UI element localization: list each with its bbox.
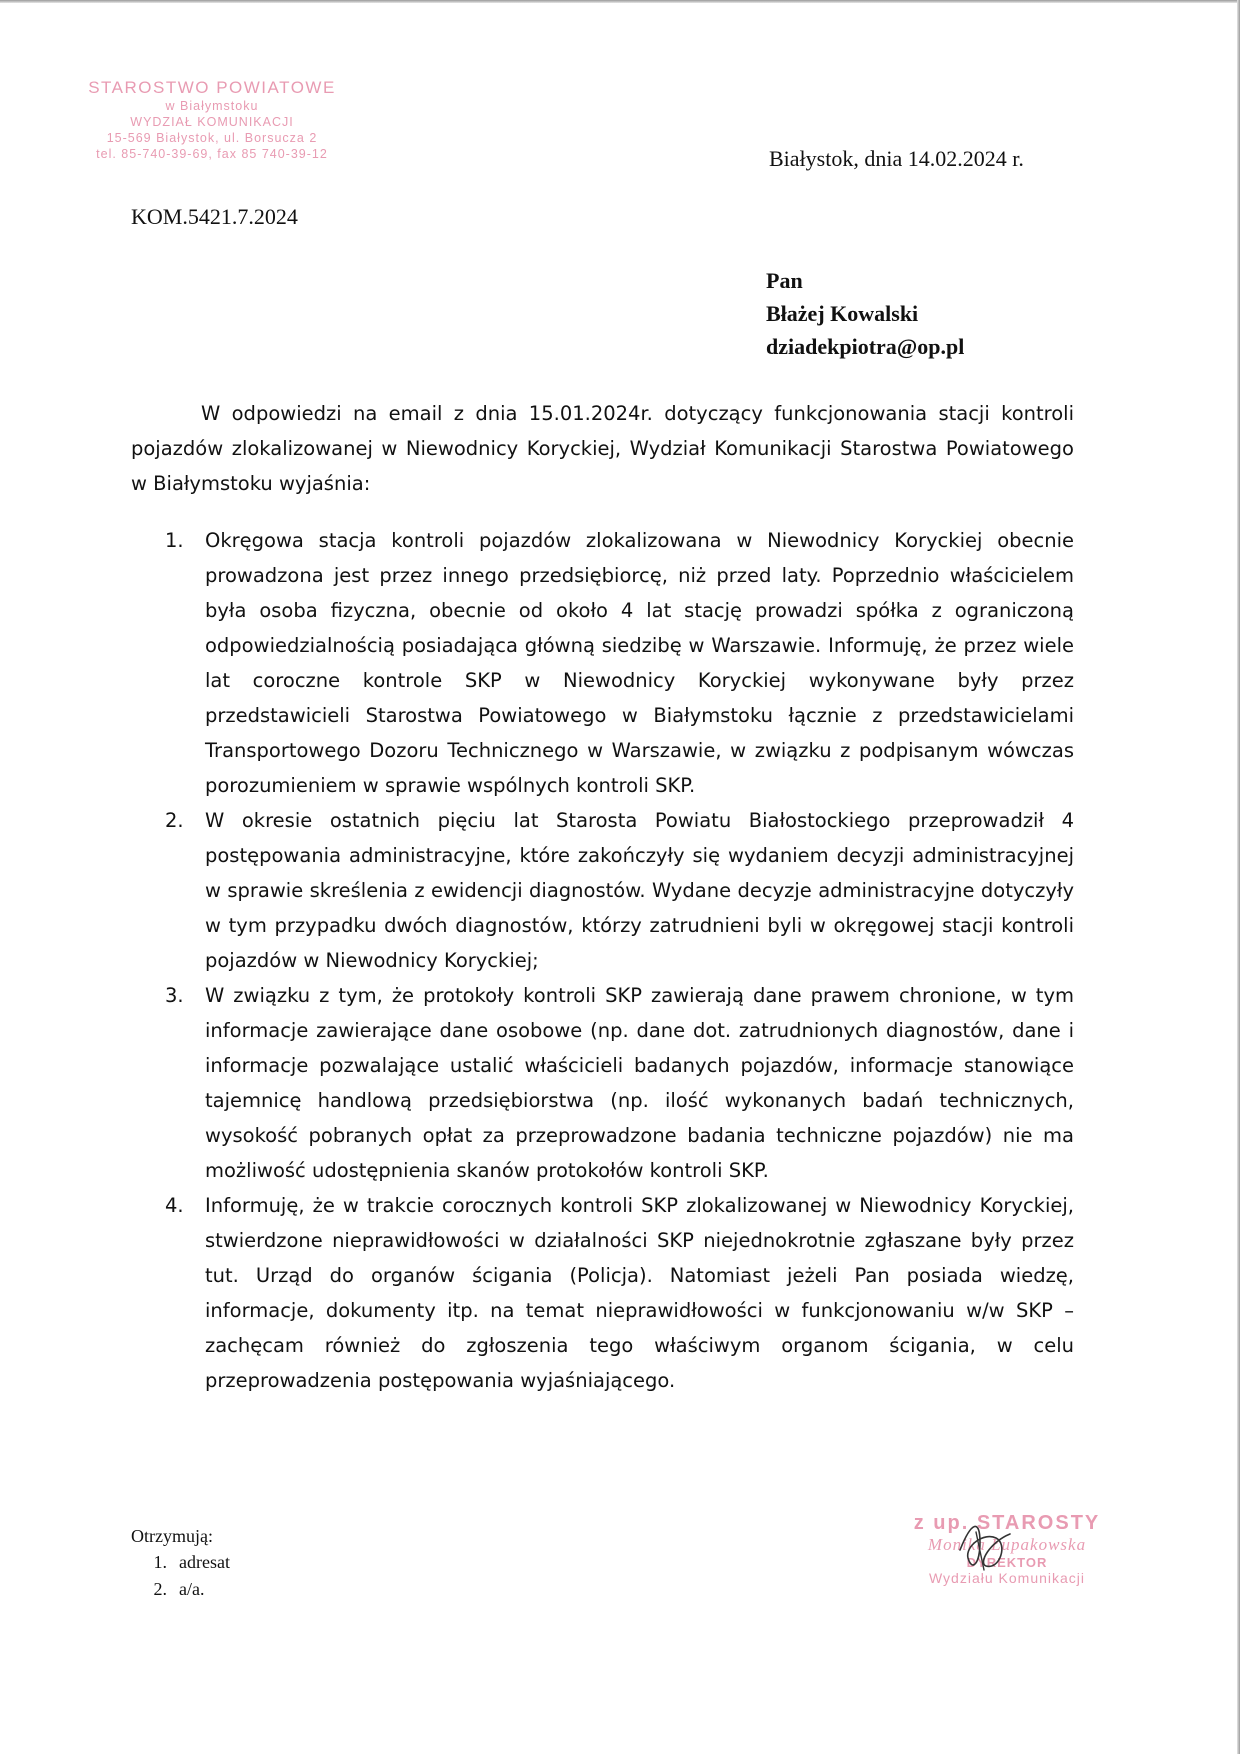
- signature-stamp-position: DYREKTOR: [966, 1555, 1048, 1570]
- handwritten-signature-icon: [950, 1512, 1020, 1582]
- recipients-list-label: adresat: [179, 1552, 230, 1572]
- signature-stamp-name: Monika Łupakowska: [927, 1535, 1087, 1554]
- recipients-list: [131, 1549, 230, 1603]
- point-item: [131, 1188, 1074, 1398]
- recipients-list-item: [131, 1549, 230, 1576]
- recipients-list-number: 1.: [153, 1552, 167, 1572]
- recipients-list-item: [131, 1576, 230, 1603]
- office-stamp: [62, 78, 362, 162]
- recipients-list-number: 2.: [153, 1579, 167, 1599]
- office-stamp-department: WYDZIAŁ KOMUNIKACJI: [130, 115, 294, 129]
- office-stamp-address: 15-569 Białystok, ul. Borsucza 2: [106, 131, 318, 145]
- page-edge-top: [0, 0, 1240, 3]
- point-text: W okresie ostatnich pięciu lat Starosta Powiatu Białostockiego przeprowadził 4 postępowania administracyjne, które zakończyły się wydaniem decyzji administracyjnej w sprawie skreślenia z ewidencji diagnostów. Wydane decyzje administracyjne dotyczyły w tym przypadku dwóch diagnostów, którzy zatrudnieni byli w okręgowej stacji kontroli pojazdów w Niewodnicy Koryckiej;: [205, 809, 1074, 972]
- intro-paragraph: W odpowiedzi na email z dnia 15.01.2024r. dotyczący funkcjonowania stacji kontroli pojazdów zlokalizowanej w Niewodnicy Koryckiej, Wydział Komunikacji Starostwa Powiatowego w Białymstoku wyjaśnia:: [131, 402, 1074, 495]
- office-stamp-city: w Białymstoku: [165, 99, 259, 113]
- recipient-address: [766, 264, 964, 363]
- signature-stamp-department: Wydziału Komunikacji: [928, 1570, 1086, 1586]
- points-list: [131, 523, 1074, 1398]
- signature-stamp-authority: z up. STAROSTY: [913, 1512, 1101, 1534]
- point-number: 3.: [165, 984, 184, 1007]
- recipient-salutation: Pan: [766, 268, 803, 293]
- point-item: [131, 803, 1074, 978]
- point-number: 2.: [165, 809, 184, 832]
- point-text: Informuję, że w trakcie corocznych kontroli SKP zlokalizowanej w Niewodnicy Koryckiej, stwierdzone nieprawidłowości w działalności SKP niejednokrotnie zgłaszane były przez tut. Urząd do organów ścigania (Policja). Natomiast jeżeli Pan posiada wiedzę, informacje, dokumenty itp. na temat nieprawidłowości w funkcjonowaniu w/w SKP – zachęcam również do zgłoszenia tego właściwym organom ścigania, w celu przeprowadzenia postępowania wyjaśniającego.: [205, 1194, 1074, 1392]
- point-text: Okręgowa stacja kontroli pojazdów zlokalizowana w Niewodnicy Koryckiej obecnie prowadzona jest przez innego przedsiębiorcę, niż przed laty. Poprzednio właścicielem była osoba fizyczna, obecnie od około 4 lat stację prowadzi spółka z ograniczoną odpowiedzialnością posiadająca główną siedzibę w Warszawie. Informuję, że przez wiele lat coroczne kontrole SKP w Niewodnicy Koryckiej wykonywane były przez przedstawicieli Starostwa Powiatowego w Białymstoku łącznie z przedstawicielami Transportowego Dozoru Technicznego w Warszawie, w związku z podpisanym wówczas porozumieniem w sprawie wspólnych kontroli SKP.: [205, 529, 1074, 797]
- point-number: 1.: [165, 529, 184, 552]
- point-text: W związku z tym, że protokoły kontroli SKP zawierają dane prawem chronione, w tym informacje zawierające dane osobowe (np. dane dot. zatrudnionych diagnostów, dane i informacje pozwalające ustalić właścicieli badanych pojazdów, informacje stanowiące tajemnicę handlową przedsiębiorstwa (np. ilość wykonanych badań technicznych, wysokość pobranych opłat za przeprowadzone badania techniczne pojazdów) nie ma możliwość udostępnienia skanów protokołów kontroli SKP.: [205, 984, 1074, 1182]
- point-item: [131, 978, 1074, 1188]
- recipient-name: Błażej Kowalski: [766, 301, 919, 326]
- recipients-title: Otrzymują:: [131, 1526, 213, 1546]
- point-item: [131, 523, 1074, 803]
- office-stamp-title: STAROSTWO POWIATOWE: [88, 78, 336, 97]
- date-line: Białystok, dnia 14.02.2024 r.: [769, 146, 1024, 171]
- point-number: 4.: [165, 1194, 184, 1217]
- recipients-list-label: a/a.: [179, 1579, 205, 1599]
- recipient-email: dziadekpiotra@op.pl: [766, 334, 965, 359]
- reference-number: KOM.5421.7.2024: [131, 204, 298, 229]
- office-stamp-phone: tel. 85-740-39-69, fax 85 740-39-12: [96, 147, 328, 161]
